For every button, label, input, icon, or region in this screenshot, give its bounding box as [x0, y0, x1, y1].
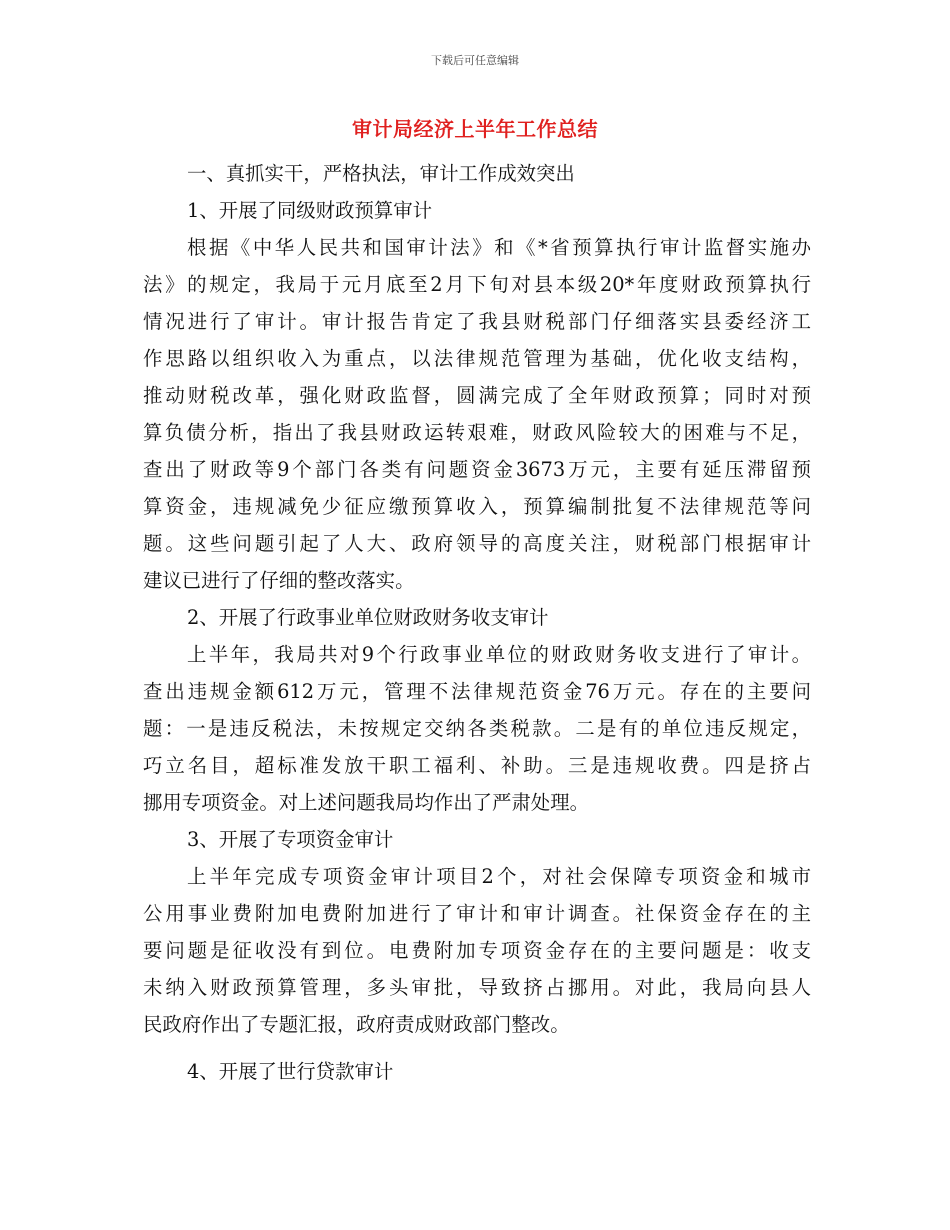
paragraph-line: 算负债分析，指出了我县财政运转艰难，财政风险较大的困难与不足，: [143, 421, 811, 444]
paragraph-line: 题。这些问题引起了人大、政府领导的高度关注，财税部门根据审计: [143, 532, 811, 555]
paragraph-line: 建议已进行了仔细的整改落实。: [143, 569, 415, 592]
paragraph-line: 公用事业费附加电费附加进行了审计和审计调查。社保资金存在的主: [143, 902, 811, 925]
page-header-note: 下载后可任意编辑: [431, 54, 519, 67]
paragraph-line: 查出了财政等9个部门各类有问题资金3673万元，主要有延压滞留预: [143, 458, 811, 481]
subsection-heading: 1、开展了同级财政预算审计: [187, 199, 433, 222]
paragraph-line: 题：一是违反税法，未按规定交纳各类税款。二是有的单位违反规定，: [143, 717, 811, 740]
paragraph-line: 民政府作出了专题汇报，政府责成财政部门整改。: [143, 1013, 570, 1036]
paragraph-line: 挪用专项资金。对上述问题我局均作出了严肃处理。: [143, 791, 589, 814]
subsection-heading: 2、开展了行政事业单位财政财务收支审计: [187, 606, 549, 629]
paragraph-line: 根据《中华人民共和国审计法》和《*省预算执行审计监督实施办: [187, 236, 811, 259]
paragraph-line: 推动财税改革，强化财政监督，圆满完成了全年财政预算；同时对预: [143, 384, 811, 407]
paragraph-line: 上半年完成专项资金审计项目2个，对社会保障专项资金和城市: [187, 865, 811, 888]
subsection-heading: 3、开展了专项资金审计: [187, 828, 394, 851]
paragraph-line: 作思路以组织收入为重点，以法律规范管理为基础，优化收支结构，: [143, 347, 811, 370]
paragraph-line: 上半年，我局共对9个行政事业单位的财政财务收支进行了审计。: [187, 643, 811, 666]
paragraph-line: 情况进行了审计。审计报告肯定了我县财税部门仔细落实县委经济工: [143, 310, 811, 333]
document-body: [143, 155, 811, 1090]
subsection-heading: 4、开展了世行贷款审计: [187, 1060, 394, 1083]
paragraph-line: 未纳入财政预算管理，多头审批，导致挤占挪用。对此，我局向县人: [143, 976, 811, 999]
paragraph-line: 法》的规定，我局于元月底至2月下旬对县本级20*年度财政预算执行: [143, 273, 811, 296]
paragraph-line: 查出违规金额612万元，管理不法律规范资金76万元。存在的主要问: [143, 680, 811, 703]
document-title: 审计局经济上半年工作总结: [352, 117, 598, 141]
paragraph-line: 要问题是征收没有到位。电费附加专项资金存在的主要问题是：收支: [143, 939, 811, 962]
section-heading: 一、真抓实干，严格执法，审计工作成效突出: [187, 162, 575, 185]
paragraph-line: 巧立名目，超标准发放干职工福利、补助。三是违规收费。四是挤占: [143, 754, 811, 777]
paragraph-line: 算资金，违规减免少征应缴预算收入，预算编制批复不法律规范等问: [143, 495, 811, 518]
